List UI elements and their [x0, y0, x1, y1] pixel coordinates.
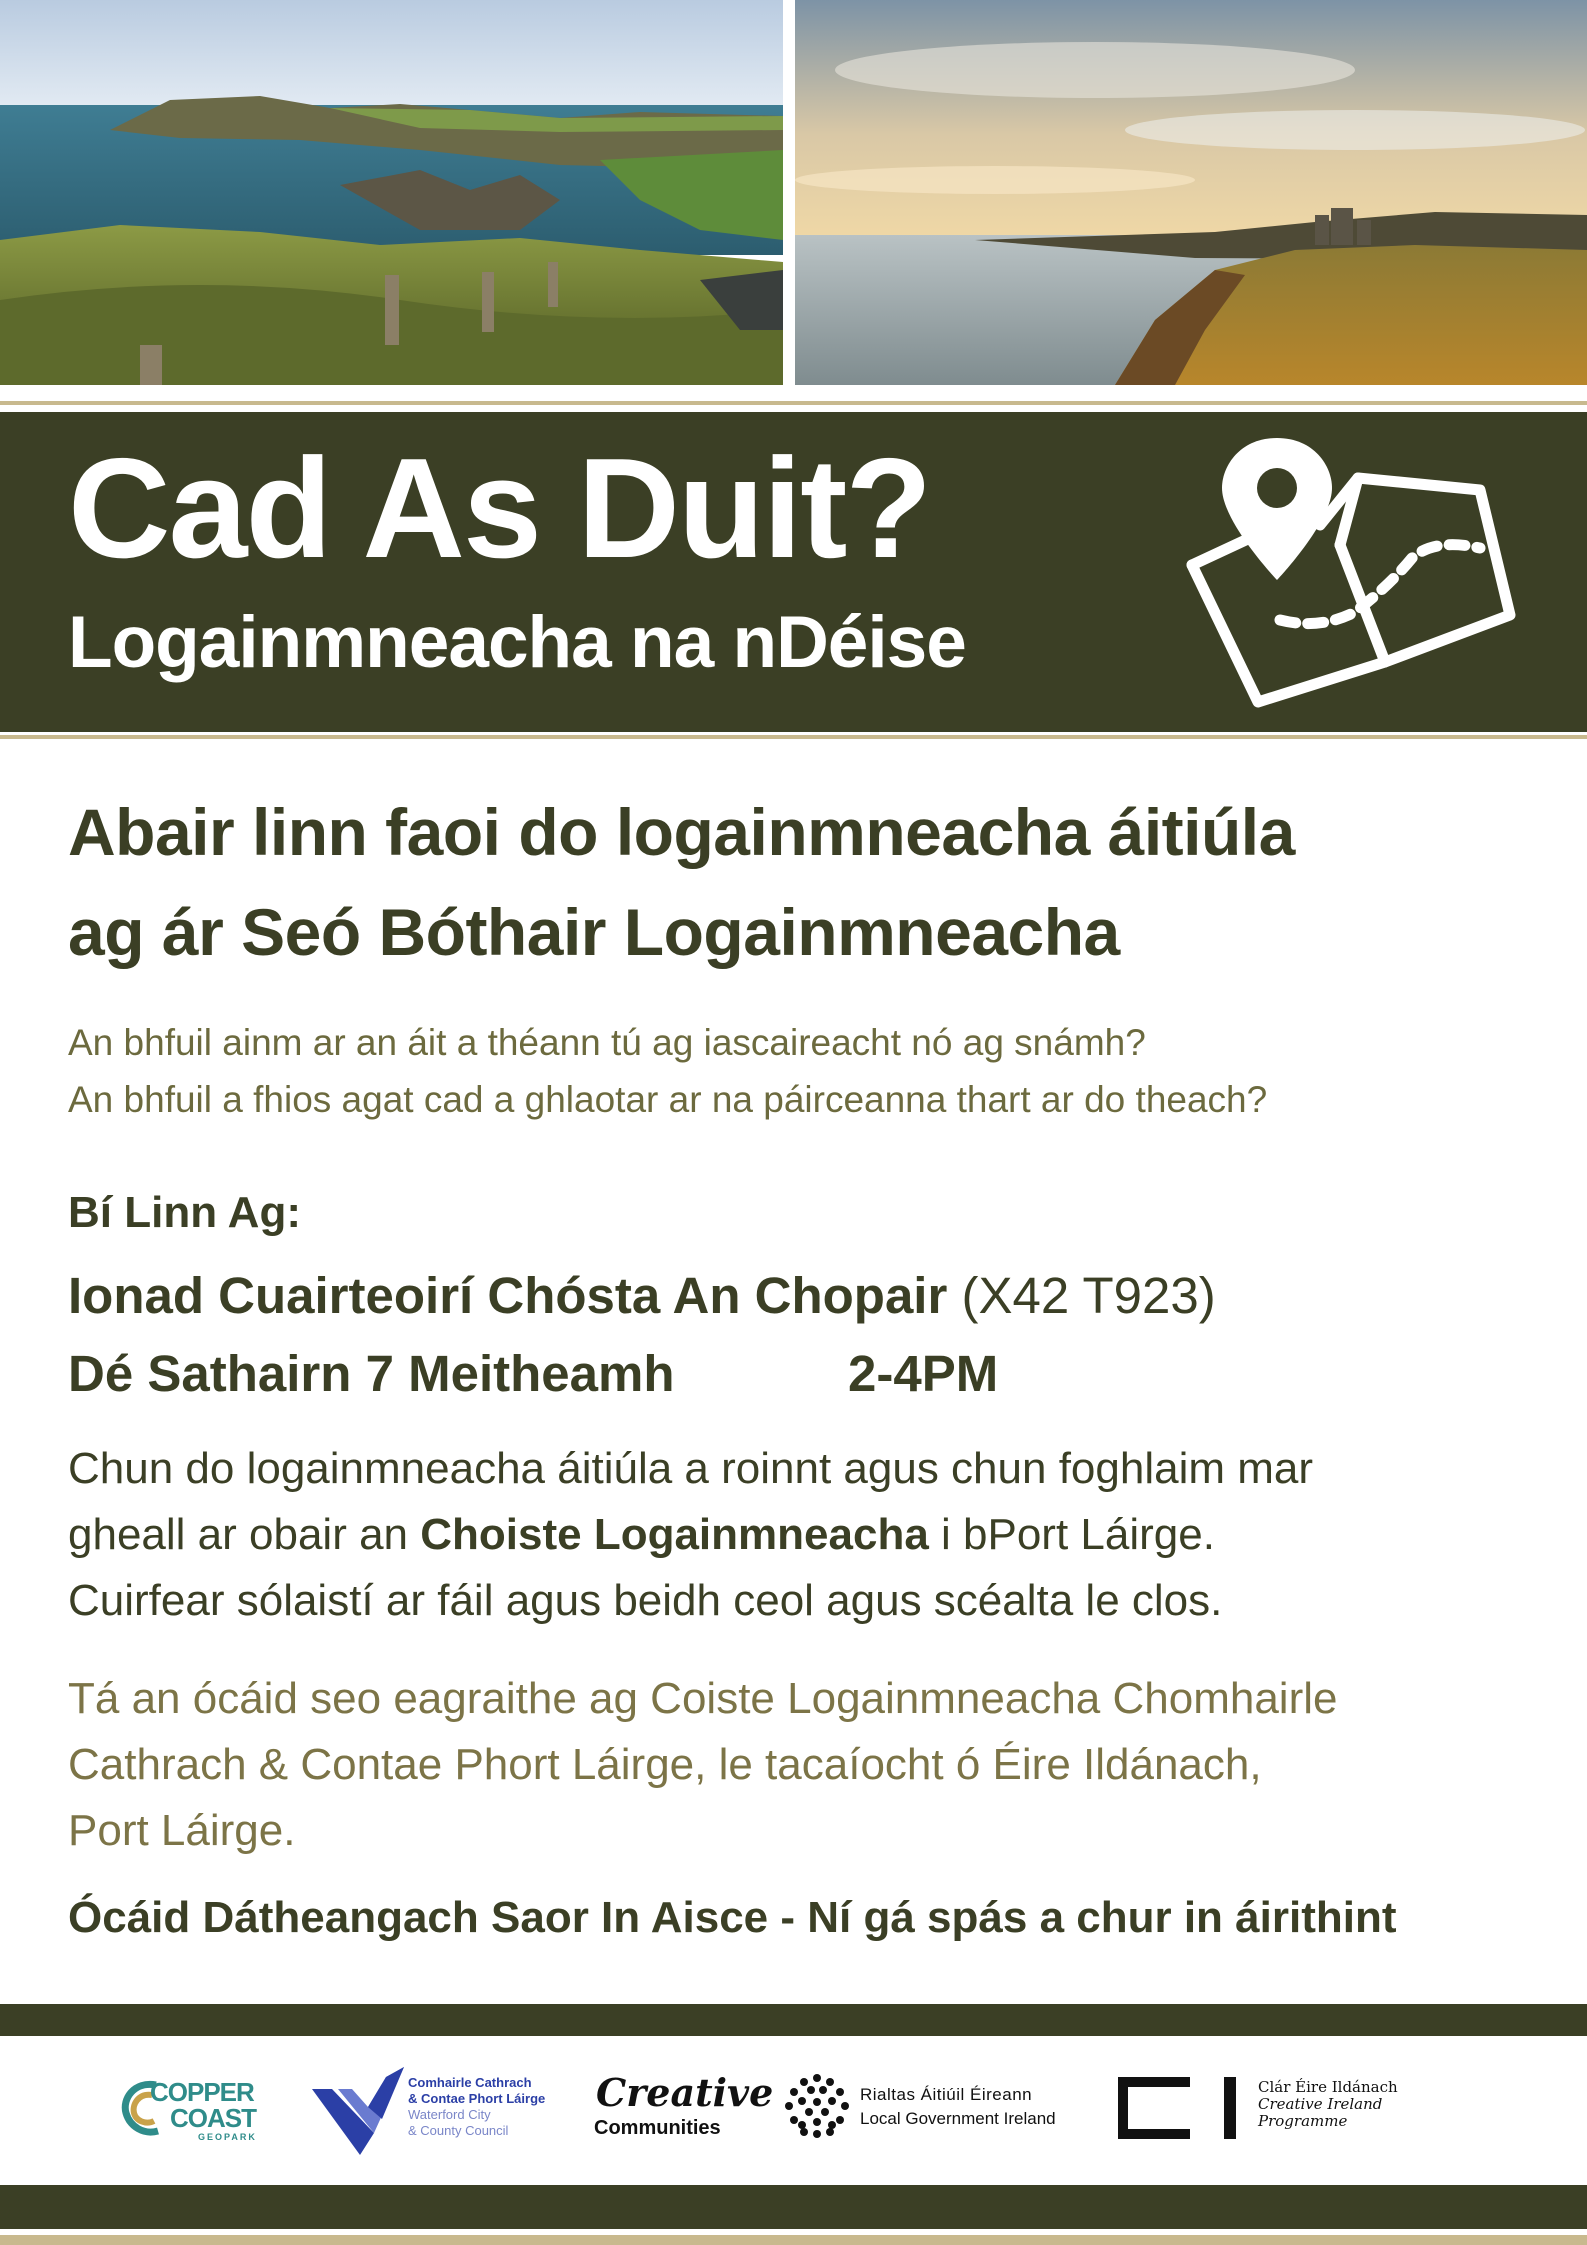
copper-coast-logo — [120, 2075, 270, 2145]
page-subtitle: Logainmneacha na nDéise — [68, 602, 966, 683]
description-line-2-start: gheall ar obair an — [68, 1510, 421, 1559]
copper-coast-name-2: COAST — [170, 2103, 256, 2133]
committee-name: Choiste Logainmneacha — [420, 1510, 929, 1559]
banner-bottom-line — [0, 735, 1587, 739]
questions — [68, 1014, 1267, 1128]
event-datetime — [68, 1344, 999, 1403]
event-date: Dé Sathairn 7 Meitheamh — [68, 1345, 675, 1402]
description-line-1: Chun do logainmneacha áitiúla a roinnt agus chun foghlaim mar — [68, 1444, 1313, 1493]
ci-mark-icon — [1118, 2077, 1240, 2139]
venue-name: Ionad Cuairteoirí Chósta An Chopair — [68, 1267, 948, 1324]
lgi-english: Local Government Ireland — [860, 2109, 1056, 2128]
venue-eircode: (X42 T923) — [947, 1267, 1216, 1324]
cip-english-2: Programme — [1258, 2112, 1348, 2130]
venue — [68, 1266, 1216, 1325]
creative-ireland-logo — [1118, 2075, 1418, 2145]
copper-coast-name-3: GEOPARK — [198, 2132, 257, 2142]
creative-word: Creative — [596, 2070, 774, 2115]
local-government-ireland-logo — [784, 2073, 1084, 2143]
lgi-irish: Rialtas Áitiúil Éireann — [860, 2085, 1033, 2104]
cip-english-1: Creative Ireland — [1258, 2095, 1383, 2113]
question-1: An bhfuil ainm ar an áit a théann tú ag iascaireacht nó ag snámh? — [68, 1022, 1146, 1063]
join-us-label: Bí Linn Ag: — [68, 1188, 301, 1237]
council-english-2: & County Council — [408, 2123, 509, 2138]
banner-top-line — [0, 401, 1587, 405]
headline-line-2: ag ár Seó Bóthair Logainmneacha — [68, 895, 1120, 969]
footer-top-band — [0, 2004, 1587, 2036]
organiser-note — [68, 1666, 1337, 1864]
headline — [68, 782, 1528, 982]
free-event-note: Ócáid Dátheangach Saor In Aisce - Ní gá spás a chur in áirithint — [68, 1893, 1397, 1942]
cip-irish: Clár Éire Ildánach — [1258, 2078, 1398, 2096]
organiser-line-1: Tá an ócáid seo eagraithe ag Coiste Logainmneacha Chomhairle — [68, 1674, 1338, 1723]
communities-word: Communities — [594, 2117, 721, 2139]
description-line-3: Cuirfear sólaistí ar fáil agus beidh ceol agus scéalta le clos. — [68, 1576, 1223, 1625]
copper-coast-name-1: COPPER — [150, 2077, 254, 2107]
description-line-2-end: i bPort Láirge. — [928, 1510, 1215, 1559]
organiser-line-2: Cathrach & Contae Phort Láirge, le tacaíocht ó Éire Ildánach, — [68, 1740, 1262, 1789]
waterford-council-logo — [312, 2067, 552, 2157]
event-description — [68, 1436, 1313, 1634]
footer-bottom-band — [0, 2185, 1587, 2229]
header-photos — [0, 0, 1587, 388]
council-irish-1: Comhairle Cathrach — [408, 2075, 532, 2090]
headline-line-1: Abair linn faoi do logainmneacha áitiúla — [68, 795, 1295, 869]
question-2: An bhfuil a fhios agat cad a ghlaotar ar na páirceanna thart ar do theach? — [68, 1079, 1268, 1120]
council-irish-2: & Contae Phort Láirge — [408, 2091, 546, 2106]
sponsor-logos — [0, 2035, 1587, 2185]
event-time: 2-4PM — [848, 1345, 999, 1402]
footer-tan-line — [0, 2235, 1587, 2245]
creative-communities-logo — [592, 2070, 774, 2153]
council-english-1: Waterford City — [408, 2107, 491, 2122]
page-title: Cad As Duit? — [68, 429, 931, 588]
organiser-line-3: Port Láirge. — [68, 1806, 296, 1855]
coastline-photo — [0, 0, 783, 385]
map-location-icon — [1180, 430, 1520, 725]
sunset-coast-castle-photo — [795, 0, 1587, 385]
description-line-2 — [68, 1502, 1313, 1568]
dots-emblem-icon — [784, 2073, 850, 2139]
